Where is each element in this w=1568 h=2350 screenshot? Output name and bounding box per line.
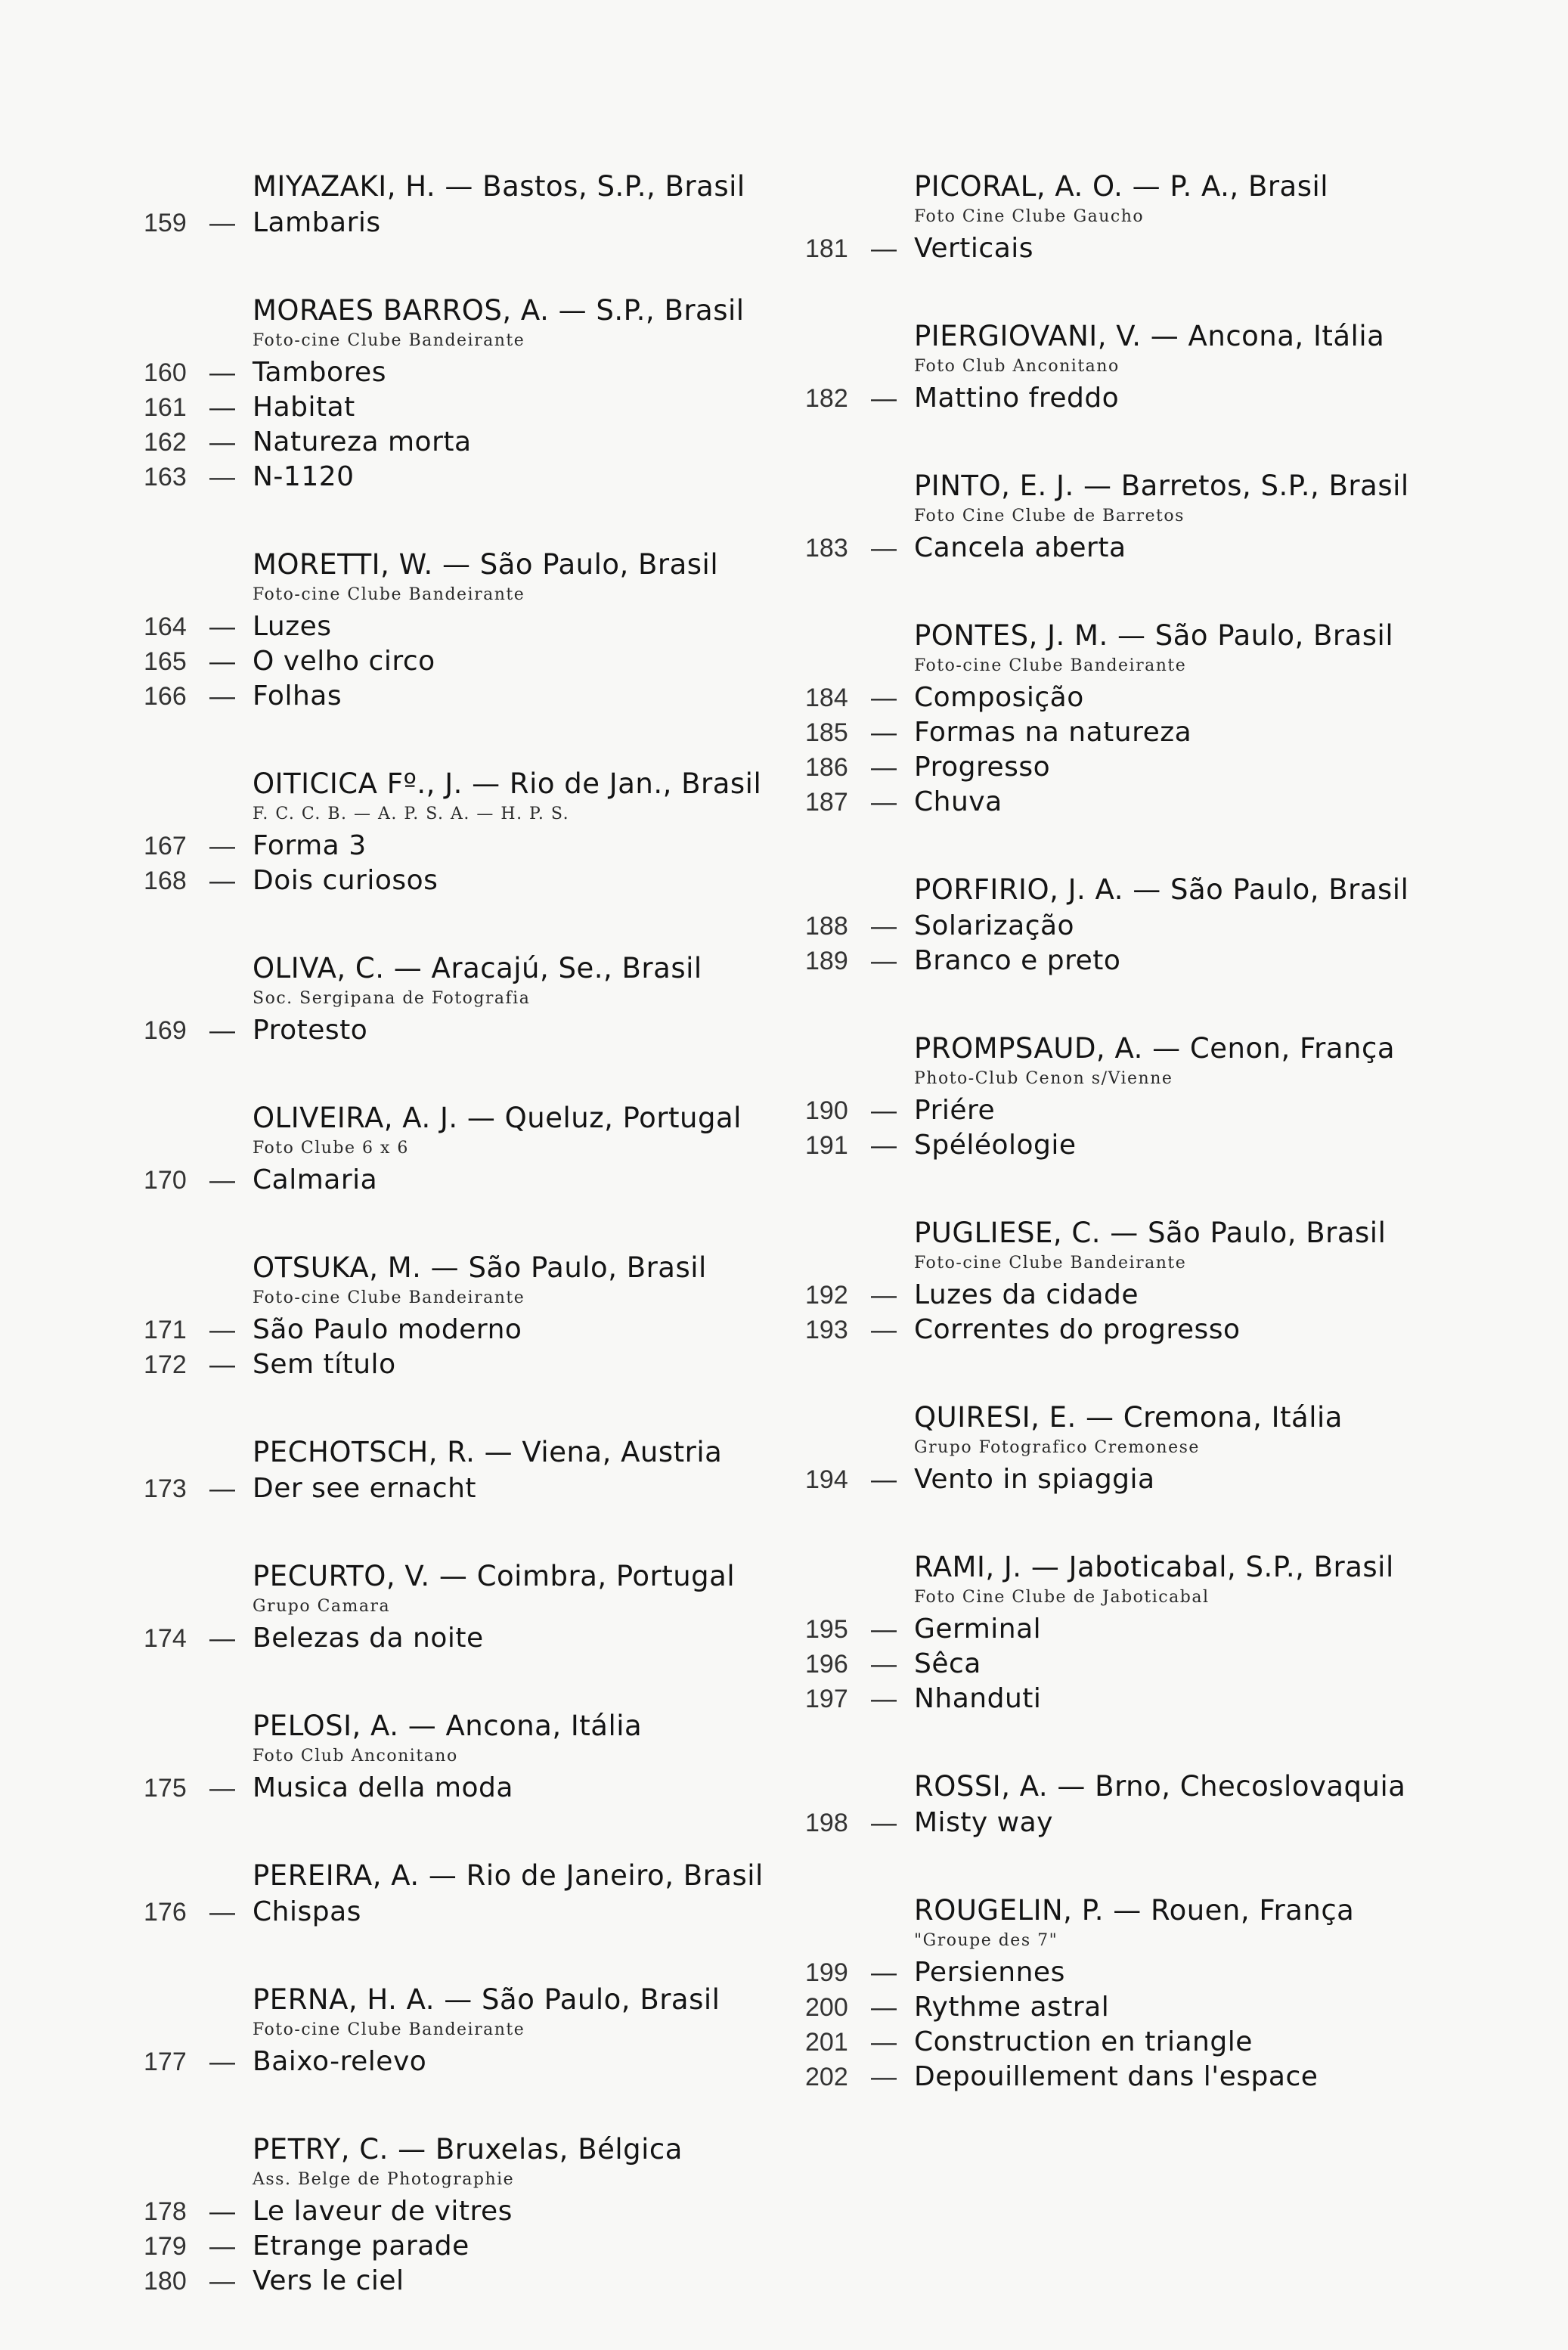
author-line: PROMPSAUD, A. — Cenon, França [914, 1032, 1396, 1065]
work-title: Spéléologie [914, 1130, 1077, 1161]
catalog-number: 199 [805, 1958, 848, 1987]
author-line: PELOSI, A. — Ancona, Itália [253, 1710, 643, 1742]
work-title: Vento in spiaggia [914, 1464, 1155, 1495]
club-name: Foto Club Anconitano [253, 1747, 458, 1766]
work-row [144, 1895, 809, 1930]
work-title: Baixo-relevo [253, 2046, 427, 2077]
work-title: Persiennes [914, 1957, 1065, 1988]
work-title: Luzes [253, 611, 332, 642]
work-row [805, 1806, 1486, 1840]
dash-separator: — [209, 1016, 235, 1045]
catalog-number: 165 [144, 647, 187, 676]
author-line: MIYAZAKI, H. — Bastos, S.P., Brasil [253, 170, 745, 203]
work-title: Dois curiosos [253, 865, 438, 896]
catalog-entry [144, 1249, 809, 1382]
work-title: São Paulo moderno [253, 1314, 522, 1345]
catalog-number: 168 [144, 867, 187, 895]
catalog-number: 177 [144, 2048, 187, 2076]
catalog-number: 169 [144, 1016, 187, 1045]
catalog-number: 194 [805, 1465, 848, 1494]
dash-separator: — [871, 2028, 897, 2057]
author-line: PECURTO, V. — Coimbra, Portugal [253, 1560, 736, 1592]
work-title: Formas na natureza [914, 717, 1192, 748]
catalog-entry [144, 546, 809, 714]
work-row [805, 681, 1486, 715]
work-row [805, 909, 1486, 944]
work-row [144, 644, 809, 679]
catalog-number: 170 [144, 1166, 187, 1195]
author-line: PIERGIOVANI, V. — Ancona, Itália [914, 320, 1385, 352]
catalog-entry [805, 1768, 1486, 1840]
catalog-entry [144, 1857, 809, 1930]
work-row [805, 1647, 1486, 1682]
catalog-number: 183 [805, 534, 848, 563]
work-title: Chispas [253, 1896, 361, 1927]
work-row [805, 944, 1486, 978]
catalog-number: 189 [805, 947, 848, 975]
club-name: Foto-cine Clube Bandeirante [914, 1254, 1187, 1273]
catalog-number: 166 [144, 682, 187, 711]
catalog-entry [144, 1434, 809, 1506]
dash-separator: — [871, 684, 897, 712]
dash-separator: — [209, 393, 235, 422]
dash-separator: — [209, 2267, 235, 2296]
catalog-number: 188 [805, 912, 848, 941]
work-row [144, 2045, 809, 2079]
catalog-entry [805, 1892, 1486, 2094]
work-title: Depouillement dans l'espace [914, 2061, 1319, 2092]
work-title: Cancela aberta [914, 532, 1126, 563]
right-column [805, 168, 1486, 2146]
work-row [805, 1682, 1486, 1716]
club-name: Foto Cine Clube Gaucho [914, 207, 1145, 226]
club-name: Ass. Belge de Photographie [253, 2170, 515, 2189]
work-row [805, 1990, 1486, 2025]
work-title: Priére [914, 1095, 996, 1126]
catalog-entry [144, 1707, 809, 1806]
dash-separator: — [209, 1774, 235, 1803]
catalog-entry [144, 2131, 809, 2299]
dash-separator: — [209, 2048, 235, 2076]
catalog-number: 185 [805, 718, 848, 747]
left-column [144, 168, 809, 2350]
work-row [144, 609, 809, 644]
work-row [144, 1013, 809, 1048]
club-name: Foto Cine Clube de Jaboticabal [914, 1588, 1210, 1607]
dash-separator: — [871, 1809, 897, 1837]
work-row [144, 1621, 809, 1656]
catalog-number: 197 [805, 1685, 848, 1713]
work-title: Tambores [253, 357, 386, 388]
dash-separator: — [209, 1350, 235, 1379]
club-name: Foto Cine Clube de Barretos [914, 507, 1185, 525]
work-row [805, 2025, 1486, 2060]
catalog-number: 175 [144, 1774, 187, 1803]
club-name: Foto-cine Clube Bandeirante [253, 331, 525, 350]
work-row [805, 750, 1486, 785]
author-line: MORETTI, W. — São Paulo, Brasil [253, 548, 719, 581]
catalog-entry [805, 1399, 1486, 1497]
catalog-number: 195 [805, 1615, 848, 1644]
dash-separator: — [209, 1898, 235, 1927]
catalog-number: 160 [144, 358, 187, 387]
work-row [805, 1313, 1486, 1347]
club-name: "Groupe des 7" [914, 1931, 1058, 1950]
work-row [144, 390, 809, 425]
catalog-number: 182 [805, 384, 848, 413]
author-line: OTSUKA, M. — São Paulo, Brasil [253, 1251, 707, 1284]
author-line: PINTO, E. J. — Barretos, S.P., Brasil [914, 470, 1409, 502]
author-line: PICORAL, A. O. — P. A., Brasil [914, 170, 1329, 203]
catalog-number: 178 [144, 2197, 187, 2226]
work-title: Lambaris [253, 207, 381, 238]
club-name: Foto Club Anconitano [914, 357, 1120, 376]
work-title: Nhanduti [914, 1683, 1042, 1714]
work-title: Progresso [914, 752, 1051, 783]
catalog-number: 164 [144, 612, 187, 641]
catalog-entry [805, 1030, 1486, 1163]
catalog-number: 181 [805, 234, 848, 263]
author-line: PECHOTSCH, R. — Viena, Austria [253, 1436, 723, 1468]
catalog-number: 161 [144, 393, 187, 422]
dash-separator: — [209, 2232, 235, 2261]
dash-separator: — [871, 234, 897, 263]
dash-separator: — [209, 647, 235, 676]
work-row [144, 355, 809, 390]
dash-separator: — [871, 384, 897, 413]
dash-separator: — [871, 1096, 897, 1125]
catalog-entry [805, 467, 1486, 566]
work-title: Correntes do progresso [914, 1314, 1241, 1345]
catalog-number: 174 [144, 1624, 187, 1653]
catalog-number: 167 [144, 832, 187, 860]
work-title: Rythme astral [914, 1992, 1110, 2023]
dash-separator: — [209, 2197, 235, 2226]
work-row [144, 1347, 809, 1382]
work-row [144, 460, 809, 494]
club-name: Grupo Camara [253, 1597, 391, 1616]
catalog-number: 191 [805, 1131, 848, 1160]
work-row [805, 1612, 1486, 1647]
catalog-number: 192 [805, 1281, 848, 1310]
club-name: Soc. Sergipana de Fotografia [253, 989, 531, 1008]
catalog-number: 184 [805, 684, 848, 712]
work-title: Calmaria [253, 1164, 378, 1195]
dash-separator: — [209, 463, 235, 491]
dash-separator: — [209, 1624, 235, 1653]
work-row [144, 2194, 809, 2229]
dash-separator: — [209, 1474, 235, 1503]
club-name: Grupo Fotografico Cremonese [914, 1438, 1200, 1457]
catalog-entry [144, 1558, 809, 1656]
author-line: OLIVEIRA, A. J. — Queluz, Portugal [253, 1102, 742, 1134]
work-title: Verticais [914, 233, 1034, 264]
work-title: Sêca [914, 1648, 981, 1679]
work-row [144, 2264, 809, 2299]
catalog-number: 190 [805, 1096, 848, 1125]
author-line: OLIVA, C. — Aracajú, Se., Brasil [253, 952, 702, 984]
club-name: Foto-cine Clube Bandeirante [914, 656, 1187, 675]
work-title: Folhas [253, 681, 342, 712]
work-row [805, 1093, 1486, 1128]
work-row [144, 425, 809, 460]
work-row [805, 1278, 1486, 1313]
author-line: PETRY, C. — Bruxelas, Bélgica [253, 2133, 683, 2166]
work-title: Mattino freddo [914, 383, 1120, 414]
author-line: PEREIRA, A. — Rio de Janeiro, Brasil [253, 1859, 764, 1892]
catalog-entry [144, 292, 809, 494]
work-title: Germinal [914, 1614, 1042, 1645]
club-name: Photo-Club Cenon s/Vienne [914, 1069, 1173, 1088]
dash-separator: — [209, 832, 235, 860]
work-title: Branco e preto [914, 945, 1121, 976]
catalog-number: 163 [144, 463, 187, 491]
work-row [144, 2229, 809, 2264]
work-row [144, 206, 809, 240]
dash-separator: — [871, 753, 897, 782]
dash-separator: — [871, 2063, 897, 2091]
work-row [805, 1462, 1486, 1497]
work-title: O velho circo [253, 646, 435, 677]
dash-separator: — [871, 788, 897, 817]
club-name: F. C. C. B. — A. P. S. A. — H. P. S. [253, 805, 570, 823]
author-line: MORAES BARROS, A. — S.P., Brasil [253, 294, 745, 327]
work-title: Vers le ciel [253, 2265, 404, 2296]
work-title: Misty way [914, 1807, 1053, 1838]
dash-separator: — [871, 534, 897, 563]
work-title: N-1120 [253, 461, 355, 492]
work-row [144, 1771, 809, 1806]
catalog-number: 196 [805, 1650, 848, 1679]
club-name: Foto-cine Clube Bandeirante [253, 1288, 525, 1307]
dash-separator: — [871, 1650, 897, 1679]
dash-separator: — [871, 718, 897, 747]
author-line: PUGLIESE, C. — São Paulo, Brasil [914, 1217, 1387, 1249]
club-name: Foto-cine Clube Bandeirante [253, 585, 525, 604]
dash-separator: — [209, 358, 235, 387]
author-line: RAMI, J. — Jaboticabal, S.P., Brasil [914, 1551, 1394, 1583]
dash-separator: — [209, 867, 235, 895]
author-line: PONTES, J. M. — São Paulo, Brasil [914, 619, 1394, 652]
author-line: OITICICA Fº., J. — Rio de Jan., Brasil [253, 767, 762, 800]
catalog-entry [805, 1549, 1486, 1716]
dash-separator: — [871, 1615, 897, 1644]
dash-separator: — [871, 912, 897, 941]
work-row [805, 2060, 1486, 2094]
author-line: PERNA, H. A. — São Paulo, Brasil [253, 1983, 720, 2016]
work-row [805, 531, 1486, 566]
catalog-entry [805, 168, 1486, 266]
dash-separator: — [209, 1316, 235, 1344]
catalog-number: 180 [144, 2267, 187, 2296]
work-title: Protesto [253, 1015, 368, 1046]
work-title: Musica della moda [253, 1772, 513, 1803]
dash-separator: — [871, 1281, 897, 1310]
work-title: Solarização [914, 910, 1075, 941]
author-line: QUIRESI, E. — Cremona, Itália [914, 1401, 1343, 1434]
work-row [144, 863, 809, 898]
club-name: Foto-cine Clube Bandeirante [253, 2020, 525, 2039]
work-row [805, 1128, 1486, 1163]
work-title: Natureza morta [253, 426, 472, 457]
catalog-number: 162 [144, 428, 187, 457]
dash-separator: — [871, 1958, 897, 1987]
catalog-number: 201 [805, 2028, 848, 2057]
work-row [144, 1163, 809, 1198]
catalog-entry [805, 318, 1486, 416]
dash-separator: — [209, 428, 235, 457]
catalog-entry [805, 1214, 1486, 1347]
work-row [805, 785, 1486, 820]
work-title: Der see ernacht [253, 1473, 477, 1504]
catalog-number: 187 [805, 788, 848, 817]
work-title: Construction en triangle [914, 2026, 1253, 2057]
work-title: Le laveur de vitres [253, 2196, 513, 2227]
dash-separator: — [871, 1131, 897, 1160]
catalog-number: 198 [805, 1809, 848, 1837]
author-line: PORFIRIO, J. A. — São Paulo, Brasil [914, 873, 1409, 906]
catalog-entry [144, 168, 809, 240]
catalog-number: 202 [805, 2063, 848, 2091]
work-title: Sem título [253, 1349, 396, 1380]
catalog-entry [805, 617, 1486, 820]
dash-separator: — [871, 1465, 897, 1494]
dash-separator: — [209, 209, 235, 237]
work-row [144, 829, 809, 863]
work-title: Belezas da noite [253, 1623, 484, 1654]
author-line: ROUGELIN, P. — Rouen, França [914, 1894, 1355, 1927]
catalog-entry [805, 871, 1486, 978]
dash-separator: — [871, 1993, 897, 2022]
work-row [144, 1313, 809, 1347]
dash-separator: — [209, 612, 235, 641]
dash-separator: — [871, 1685, 897, 1713]
dash-separator: — [871, 1316, 897, 1344]
dash-separator: — [209, 682, 235, 711]
catalog-entry [144, 765, 809, 898]
work-row [805, 715, 1486, 750]
dash-separator: — [209, 1166, 235, 1195]
work-row [805, 231, 1486, 266]
work-row [144, 679, 809, 714]
club-name: Foto Clube 6 x 6 [253, 1139, 409, 1158]
catalog-number: 173 [144, 1474, 187, 1503]
catalog-number: 176 [144, 1898, 187, 1927]
work-title: Composição [914, 682, 1084, 713]
work-title: Habitat [253, 392, 355, 423]
catalog-number: 193 [805, 1316, 848, 1344]
work-row [805, 1955, 1486, 1990]
work-title: Forma 3 [253, 830, 367, 861]
catalog-number: 200 [805, 1993, 848, 2022]
work-title: Chuva [914, 786, 1002, 817]
author-line: ROSSI, A. — Brno, Checoslovaquia [914, 1770, 1406, 1803]
catalog-number: 179 [144, 2232, 187, 2261]
catalog-entry [144, 1981, 809, 2079]
catalog-entry [144, 950, 809, 1048]
catalog-number: 172 [144, 1350, 187, 1379]
work-title: Etrange parade [253, 2231, 469, 2262]
work-title: Luzes da cidade [914, 1279, 1139, 1310]
catalog-number: 159 [144, 209, 187, 237]
dash-separator: — [871, 947, 897, 975]
catalog-number: 186 [805, 753, 848, 782]
catalog-number: 171 [144, 1316, 187, 1344]
catalog-entry [144, 1099, 809, 1198]
work-row [144, 1471, 809, 1506]
work-row [805, 381, 1486, 416]
